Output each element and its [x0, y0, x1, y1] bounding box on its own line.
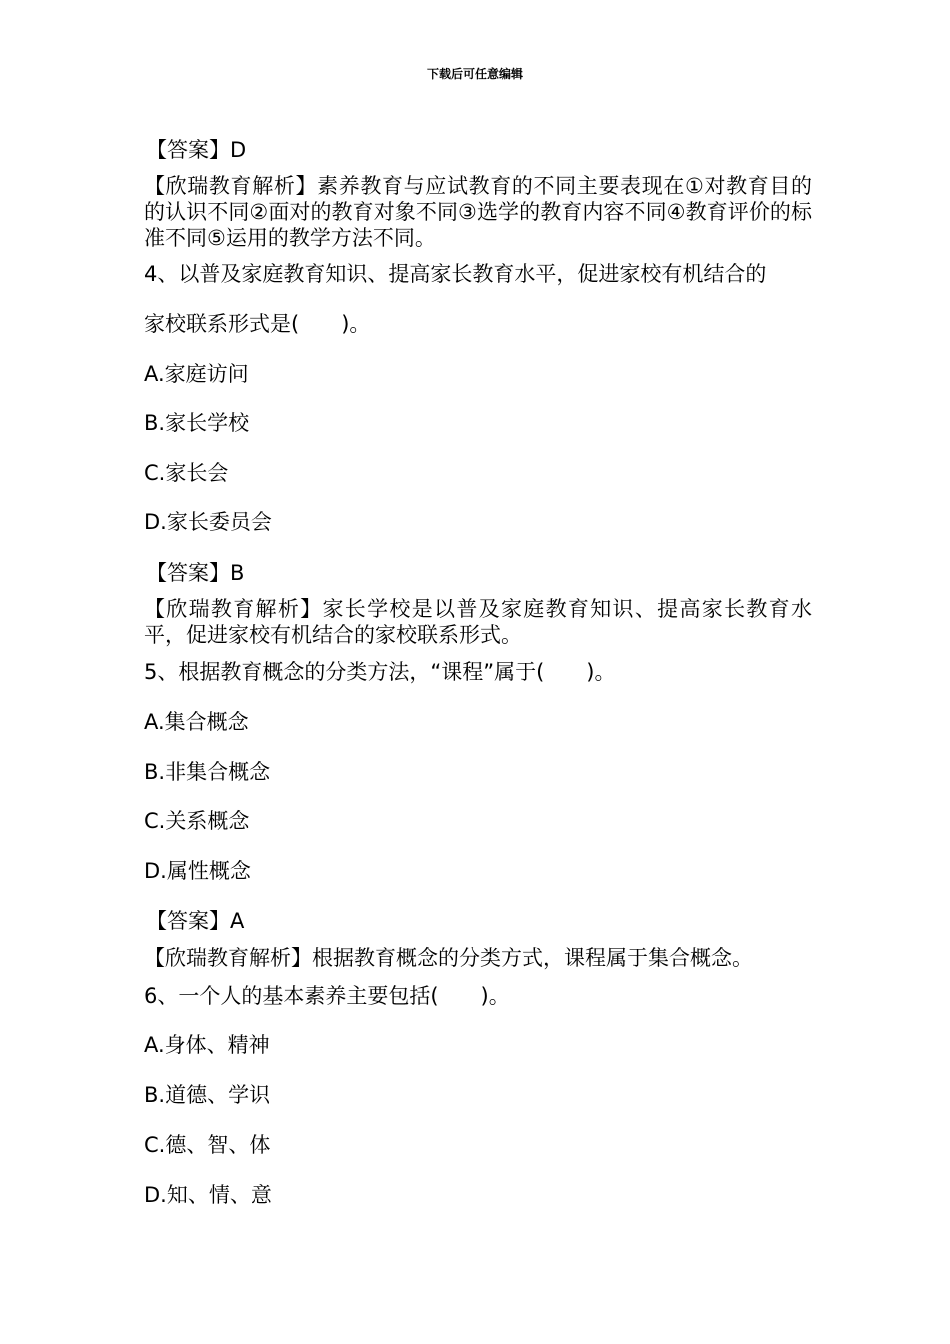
explanation-3: 【欣瑞教育解析】素养教育与应试教育的不同主要表现在①对教育目的的认识不同②面对的教育对象不同③选学的教育内容不同④教育评价的标准不同⑤运用的教学方法不同。	[144, 174, 812, 250]
question-6-option-a: A.身体、精神	[144, 1033, 270, 1057]
answer-4: 【答案】B	[146, 561, 245, 585]
question-4-option-d: D.家长委员会	[144, 510, 272, 534]
question-5-option-a: A.集合概念	[144, 710, 249, 734]
question-5-option-d: D.属性概念	[144, 859, 251, 883]
page-header: 下载后可任意编辑	[426, 67, 523, 81]
question-4-option-a: A.家庭访问	[144, 362, 249, 386]
question-5-option-c: C.关系概念	[144, 809, 250, 833]
question-5-option-b: B.非集合概念	[144, 760, 271, 784]
question-6-option-d: D.知、情、意	[144, 1183, 272, 1207]
question-4-line-1: 4、以普及家庭教育知识、提高家长教育水平，促进家校有机结合的	[144, 262, 767, 286]
question-4-line-2: 家校联系形式是( )。	[144, 312, 371, 336]
answer-3: 【答案】D	[146, 138, 247, 162]
question-6-option-b: B.道德、学识	[144, 1083, 271, 1107]
question-6: 6、一个人的基本素养主要包括( )。	[144, 984, 510, 1008]
question-4-option-b: B.家长学校	[144, 411, 250, 435]
explanation-5: 【欣瑞教育解析】根据教育概念的分类方式，课程属于集合概念。	[144, 946, 753, 970]
question-6-option-c: C.德、智、体	[144, 1133, 271, 1157]
explanation-4: 【欣瑞教育解析】家长学校是以普及家庭教育知识、提高家长教育水平，促进家校有机结合的家校联系形式。	[144, 597, 812, 647]
question-4-option-c: C.家长会	[144, 461, 229, 485]
answer-5: 【答案】A	[146, 909, 245, 933]
question-5: 5、根据教育概念的分类方法，“课程”属于( )。	[144, 660, 616, 684]
